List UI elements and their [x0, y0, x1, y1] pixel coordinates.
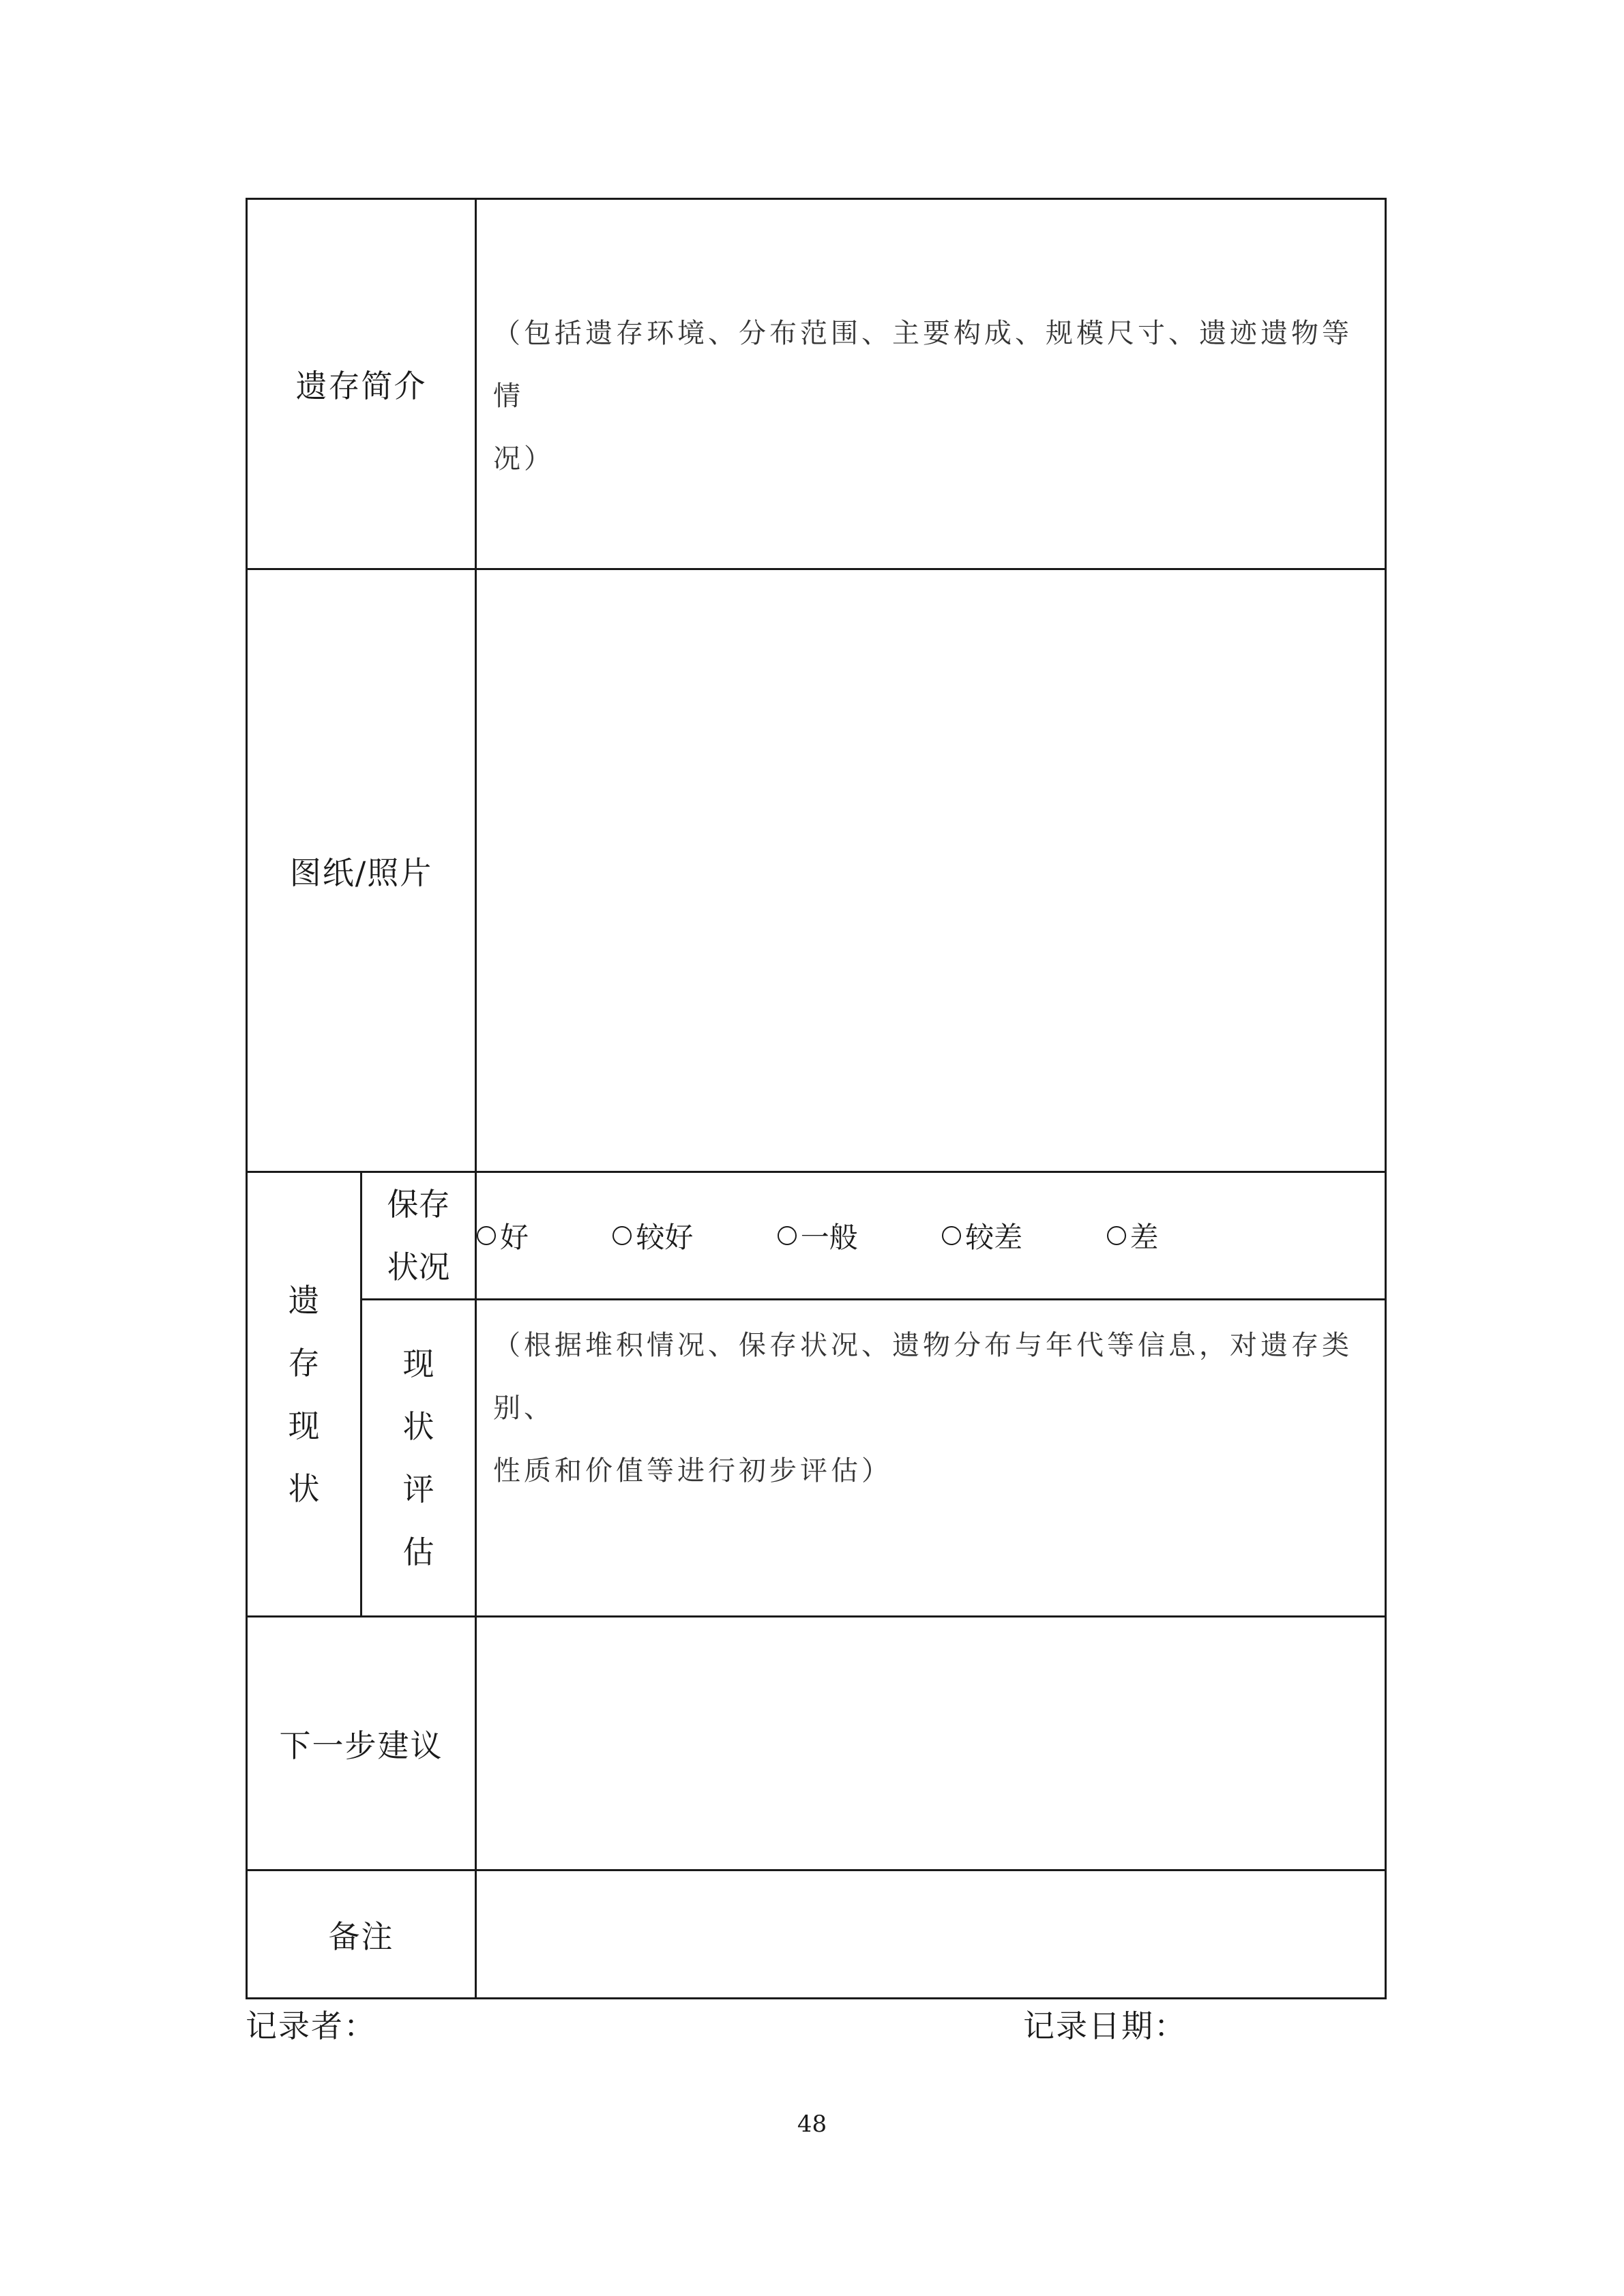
option-label: 较好: [636, 1221, 694, 1254]
option-label: 差: [1130, 1221, 1159, 1254]
option-label: 好: [500, 1221, 529, 1254]
intro-content-cell[interactable]: [476, 199, 1386, 569]
current-status-char: 遗: [288, 1281, 320, 1319]
intro-hint-line2: 况）: [493, 443, 555, 475]
assessment-hint-line2: 性质和价值等进行初步评估）: [493, 1455, 892, 1487]
next-steps-row: [247, 1617, 1386, 1870]
radio-circle-icon[interactable]: [612, 1226, 632, 1245]
assessment-char: 评: [402, 1471, 434, 1508]
remarks-label: 备注: [247, 1870, 476, 1999]
option-label: 较差: [965, 1221, 1023, 1254]
intro-hint-line1: （包括遗存环境、分布范围、主要构成、规模尺寸、遗迹遗物等情: [493, 318, 1353, 412]
preservation-label: [361, 1172, 476, 1300]
current-status-char: 存: [288, 1344, 320, 1382]
record-date-label: 记录日期：: [1023, 2008, 1187, 2044]
drawings-content-cell[interactable]: [476, 569, 1386, 1172]
radio-circle-icon[interactable]: [477, 1226, 496, 1245]
radio-circle-icon[interactable]: [942, 1226, 961, 1245]
assessment-char: 现: [402, 1345, 434, 1382]
assessment-char: 状: [402, 1408, 434, 1445]
recorder-label: 记录者：: [246, 2008, 377, 2044]
option-poor[interactable]: [1107, 1215, 1159, 1256]
remarks-row: [247, 1870, 1386, 1999]
option-average[interactable]: [778, 1215, 858, 1256]
preservation-label-line: 状况: [387, 1249, 450, 1285]
assessment-row: [247, 1300, 1386, 1617]
next-steps-label: 下一步建议: [247, 1617, 476, 1870]
current-status-char: 现: [288, 1407, 320, 1444]
intro-hint: [477, 200, 1385, 568]
option-fairly-poor[interactable]: [942, 1215, 1022, 1256]
radio-circle-icon[interactable]: [1107, 1226, 1126, 1245]
assessment-label: [361, 1300, 476, 1617]
preservation-label-line: 保存: [387, 1186, 450, 1223]
survey-record-form: [246, 198, 1387, 1999]
preservation-options: [476, 1172, 1386, 1300]
option-label: 一般: [800, 1221, 858, 1254]
option-fairly-good[interactable]: [612, 1215, 693, 1256]
page-number: 48: [797, 2111, 827, 2138]
next-steps-content-cell[interactable]: [476, 1617, 1386, 1870]
drawings-row: [247, 569, 1386, 1172]
assessment-hint: [477, 1314, 1385, 1502]
remarks-content-cell[interactable]: [476, 1870, 1386, 1999]
current-status-char: 状: [288, 1470, 320, 1507]
intro-label: 遗存简介: [247, 199, 476, 569]
radio-circle-icon[interactable]: [778, 1226, 797, 1245]
assessment-hint-line1: （根据堆积情况、保存状况、遗物分布与年代等信息，对遗存类别、: [493, 1330, 1353, 1424]
drawings-label: 图纸/照片: [247, 569, 476, 1172]
assessment-char: 估: [402, 1534, 434, 1570]
preservation-row: [247, 1172, 1386, 1300]
current-status-label: [247, 1172, 361, 1617]
option-good[interactable]: [477, 1215, 529, 1256]
intro-row: [247, 199, 1386, 569]
assessment-content-cell[interactable]: [476, 1300, 1386, 1617]
